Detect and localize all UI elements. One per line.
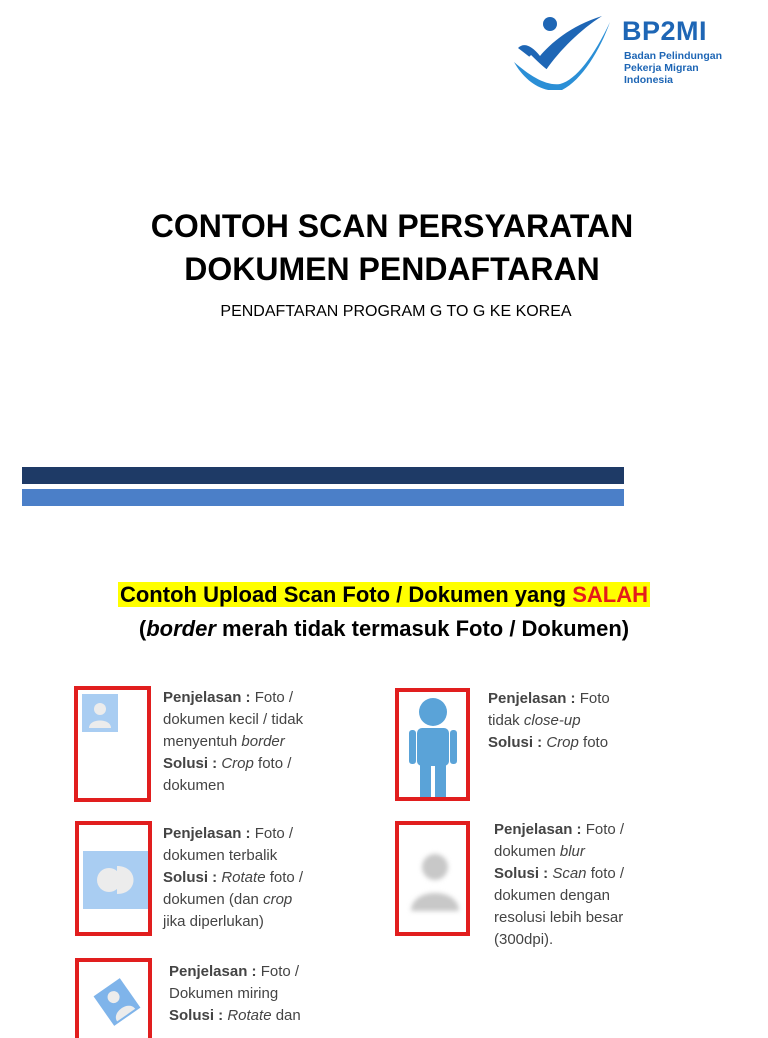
text-em: Scan	[548, 865, 587, 882]
text-em: Crop	[542, 734, 579, 751]
text-em: border	[241, 733, 285, 750]
text: Foto /	[250, 825, 294, 842]
text: jika diperlukan)	[163, 913, 264, 930]
subheading-rest: merah tidak termasuk Foto / Dokumen)	[215, 616, 630, 641]
border-word: border	[146, 616, 216, 641]
logo-title: BP2MI	[622, 16, 708, 46]
person-full-body-icon	[407, 695, 459, 801]
heading-text: Contoh Upload Scan Foto / Dokumen yang	[119, 582, 573, 607]
rotated-photo-icon	[83, 851, 152, 909]
title-line-2: DOKUMEN PENDAFTARAN	[184, 251, 600, 287]
logo-subtitle-line-3: Indonesia	[624, 74, 674, 86]
text-em: blur	[559, 843, 585, 860]
text: foto /	[586, 865, 625, 882]
example-frame-small-photo	[74, 686, 151, 802]
text-em: Rotate	[223, 1007, 272, 1024]
section-heading-highlight	[118, 582, 650, 607]
example-frame-not-closeup	[395, 688, 470, 801]
text: Foto /	[581, 821, 625, 838]
text-em: Rotate	[217, 869, 266, 886]
text: resolusi lebih besar	[494, 909, 624, 926]
example-4-description	[494, 819, 624, 951]
label-solusi: Solusi :	[163, 755, 218, 772]
logo-subtitle-line-1: Badan Pelindungan	[624, 50, 723, 62]
text: (300dpi).	[494, 931, 554, 948]
section-subheading	[0, 614, 768, 644]
example-2-description	[488, 688, 610, 754]
text: Foto	[575, 690, 610, 707]
tilted-photo-icon	[89, 974, 145, 1030]
page-title	[0, 205, 768, 291]
text-em: crop	[263, 891, 293, 908]
example-frame-tilted-photo	[75, 958, 152, 1038]
text: dokumen terbalik	[163, 847, 278, 864]
example-5-description	[169, 961, 301, 1027]
text-em: close-up	[523, 712, 581, 729]
text: Foto /	[256, 963, 300, 980]
heading-salah: SALAH	[572, 582, 648, 607]
text: foto /	[253, 755, 292, 772]
text: dan	[271, 1007, 301, 1024]
label-penjelasan: Penjelasan :	[163, 825, 251, 842]
text: menyentuh	[163, 733, 242, 750]
blurred-person-icon	[405, 845, 465, 917]
example-frame-blur-photo	[395, 821, 470, 936]
bp2mi-check-icon	[510, 10, 620, 90]
example-1-description	[163, 687, 303, 797]
label-penjelasan: Penjelasan :	[488, 690, 576, 707]
label-penjelasan: Penjelasan :	[163, 689, 251, 706]
text: dokumen kecil / tidak	[163, 711, 304, 728]
text: dokumen dengan	[494, 887, 610, 904]
paren: (	[138, 616, 147, 641]
label-solusi: Solusi :	[494, 865, 549, 882]
text: Dokumen miring	[169, 985, 279, 1002]
label-solusi: Solusi :	[163, 869, 218, 886]
label-solusi: Solusi :	[169, 1007, 224, 1024]
divider-bar-light	[22, 489, 624, 506]
text: tidak	[488, 712, 524, 729]
logo-subtitle-line-2: Pekerja Migran	[624, 62, 699, 74]
label-penjelasan: Penjelasan :	[494, 821, 582, 838]
title-line-1: CONTOH SCAN PERSYARATAN	[150, 208, 634, 244]
text: dokumen (dan	[163, 891, 264, 908]
label-solusi: Solusi :	[488, 734, 543, 751]
section-heading	[0, 580, 768, 610]
text: dokumen	[494, 843, 560, 860]
label-penjelasan: Penjelasan :	[169, 963, 257, 980]
bp2mi-logo	[510, 10, 750, 90]
divider-bar-dark	[22, 467, 624, 484]
text: foto	[578, 734, 609, 751]
text: Foto /	[250, 689, 294, 706]
example-3-description	[163, 823, 303, 933]
small-photo-icon	[82, 694, 118, 732]
example-frame-rotated-photo	[75, 821, 152, 936]
text: foto /	[265, 869, 304, 886]
text-em: Crop	[217, 755, 254, 772]
text: dokumen	[163, 777, 225, 794]
page-subtitle: PENDAFTARAN PROGRAM G TO G KE KOREA	[220, 303, 572, 320]
